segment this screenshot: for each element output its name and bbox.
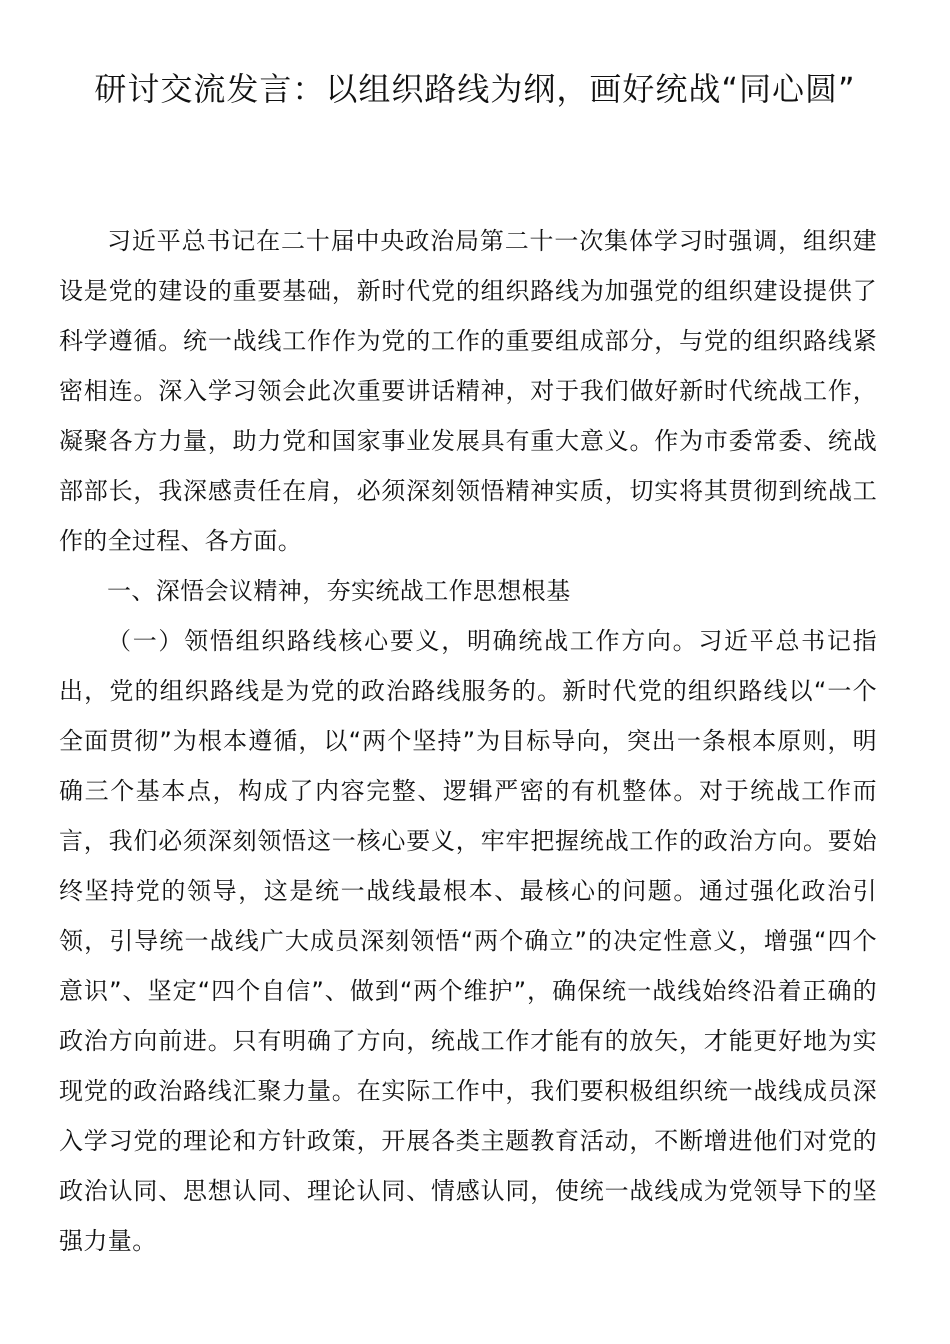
section-heading-1: 一、深悟会议精神，夯实统战工作思想根基 (107, 577, 571, 605)
document-title: 研讨交流发言：以组织路线为纲，画好统战“同心圆” (94, 70, 856, 108)
intro-paragraph: 习近平总书记在二十届中央政治局第二十一次集体学习时强调，组织建设是党的建设的重要基础，新时代党的组织路线为加强党的组织建设提供了科学遵循。统一战线工作作为党的工作的重要组成部分，与党的组织路线紧密相连。深入学习领会此次重要讲话精神，对于我们做好新时代统战工作，凝聚各方力量，助力党和国家事业发展具有重大意义。作为市委常委、统战部部长，我深感责任在肩，必须深刻领悟精神实质，切实将其贯彻到统战工作的全过程、各方面。 (59, 227, 877, 555)
document-body (59, 216, 877, 1266)
subsection-paragraph-1: （一）领悟组织路线核心要义，明确统战工作方向。习近平总书记指出，党的组织路线是为党的政治路线服务的。新时代党的组织路线以“一个全面贯彻”为根本遵循，以“两个坚持”为目标导向，突出一条根本原则，明确三个基本点，构成了内容完整、逻辑严密的有机整体。对于统战工作而言，我们必须深刻领悟这一核心要义，牢牢把握统战工作的政治方向。要始终坚持党的领导，这是统一战线最根本、最核心的问题。通过强化政治引领，引导统一战线广大成员深刻领悟“两个确立”的决定性意义，增强“四个意识”、坚定“四个自信”、做到“两个维护”，确保统一战线始终沿着正确的政治方向前进。只有明确了方向，统战工作才能有的放矢，才能更好地为实现党的政治路线汇聚力量。在实际工作中，我们要积极组织统一战线成员深入学习党的理论和方针政策，开展各类主题教育活动，不断增进他们对党的政治认同、思想认同、理论认同、情感认同，使统一战线成为党领导下的坚强力量。 (59, 627, 877, 1255)
